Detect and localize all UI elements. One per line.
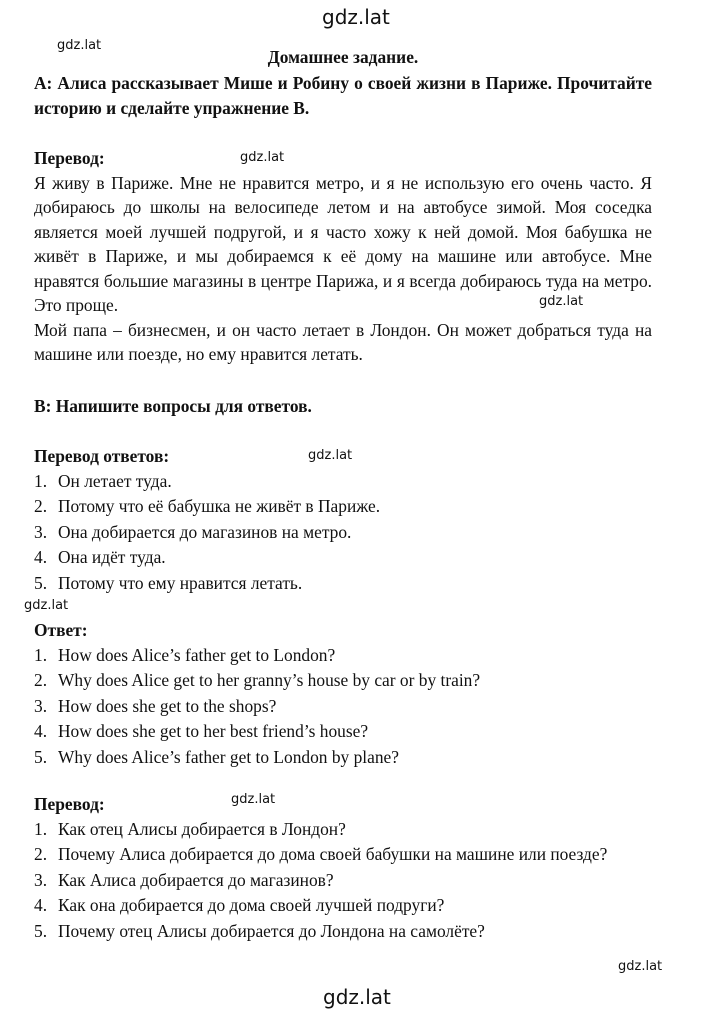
list-item: 5. Потому что ему нравится летать. [34, 572, 303, 593]
answers-translation-heading: Перевод ответов: [34, 446, 170, 466]
answers-heading: Ответ: [34, 620, 88, 640]
answers-translation-list [34, 469, 652, 596]
list-item: 3. Она добирается до магазинов на метро. [34, 521, 352, 542]
list-item: 3. How does she get to the shops? [34, 695, 277, 716]
list-item: 5. Why does Alice’s father get to London by plane? [34, 746, 399, 767]
story-paragraph: Мой папа – бизнесмен, и он часто летает в Лондон. Он может добраться туда на машине или поезде, но ему нравится летать. [34, 319, 652, 364]
list-item: 2. Почему Алиса добирается до дома своей бабушки на машине или поезде? [34, 844, 608, 864]
list-item: 1. How does Alice’s father get to London? [34, 644, 336, 665]
list-item: 1. Как отец Алисы добирается в Лондон? [34, 818, 346, 839]
watermark: gdz.lat [231, 792, 276, 807]
list-item: 4. How does she get to her best friend’s house? [34, 721, 369, 741]
watermark: gdz.lat [618, 959, 663, 974]
answers-section [34, 618, 652, 770]
list-item: 2. Потому что её бабушка не живёт в Париже. [34, 496, 381, 516]
list-item: 4. Она идёт туда. [34, 547, 166, 567]
story-paragraph: Я живу в Париже. Мне не нравится метро, и я не использую его очень часто. Я добираюсь до школы на велосипеде летом и на автобусе зимой. Моя соседка является моей лучшей подругой, и я часто хожу к ней домой. Моя бабушка не живёт в Париже, и мы добираемся к её дому на машине или автобусе. Мне нравятся большие магазины в центре Парижа, и я всегда добираюсь туда на метро. Это проще. [34, 172, 652, 315]
watermark: gdz.lat [240, 150, 285, 165]
watermark: gdz.lat [539, 294, 584, 309]
list-item: 4. Как она добирается до дома своей лучшей подруги? [34, 895, 445, 915]
list-item: 2. Why does Alice get to her granny’s house by car or by train? [34, 670, 481, 690]
questions-translation-heading: Перевод: [34, 794, 105, 814]
questions-translation-list [34, 817, 652, 944]
answers-translation-section [34, 444, 652, 596]
list-item: 1. Он летает туда. [34, 470, 172, 491]
watermark-top: gdz.lat [322, 5, 390, 29]
watermark-bottom: gdz.lat [323, 985, 391, 1009]
watermark: gdz.lat [24, 598, 69, 613]
task-b-instruction: B: Напишите вопросы для ответов. [34, 396, 312, 416]
story-translation-section [34, 146, 652, 367]
watermark: gdz.lat [57, 38, 102, 53]
questions-translation-section [34, 792, 652, 944]
page-title: Домашнее задание. [267, 47, 419, 67]
list-item: 3. Как Алиса добирается до магазинов? [34, 869, 334, 890]
task-a-instruction: A: Алиса рассказывает Мише и Робину о своей жизни в Париже. Прочитайте историю и сделайте упражнение B. [34, 73, 652, 118]
answers-list [34, 643, 652, 770]
story-translation-heading: Перевод: [34, 148, 105, 168]
watermark: gdz.lat [308, 448, 353, 463]
list-item: 5. Почему отец Алисы добирается до Лондона на самолёте? [34, 920, 485, 941]
